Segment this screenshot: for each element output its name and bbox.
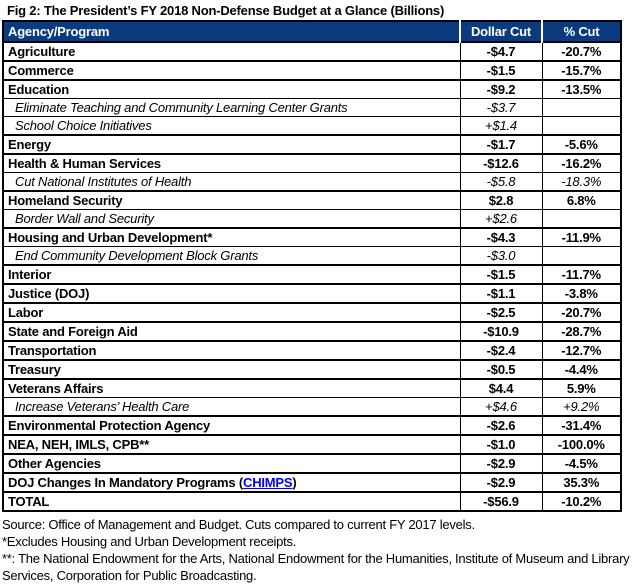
pct-cut-cell: -4.5% bbox=[542, 454, 621, 473]
table-row bbox=[3, 379, 621, 398]
pct-cut-cell: -20.7% bbox=[542, 303, 621, 322]
table-row bbox=[3, 265, 621, 284]
dollar-cut-cell: -$1.7 bbox=[460, 135, 542, 154]
pct-cut-cell: 5.9% bbox=[542, 379, 621, 398]
agency-cell: Treasury bbox=[3, 360, 460, 379]
pct-cut-cell bbox=[542, 99, 621, 117]
agency-cell: Veterans Affairs bbox=[3, 379, 460, 398]
dollar-cut-cell: -$10.9 bbox=[460, 322, 542, 341]
dollar-cut-cell: -$2.9 bbox=[460, 454, 542, 473]
column-header-dollar-cut: Dollar Cut bbox=[460, 21, 542, 42]
pct-cut-cell: -31.4% bbox=[542, 416, 621, 435]
table-row bbox=[3, 61, 621, 80]
footer-notes bbox=[0, 512, 639, 584]
agency-cell: NEA, NEH, IMLS, CPB** bbox=[3, 435, 460, 454]
dollar-cut-cell: -$4.7 bbox=[460, 42, 542, 61]
dollar-cut-cell: $4.4 bbox=[460, 379, 542, 398]
table-row bbox=[3, 99, 621, 117]
dollar-cut-cell: -$1.1 bbox=[460, 284, 542, 303]
table-row bbox=[3, 80, 621, 99]
agency-cell: TOTAL bbox=[3, 492, 460, 511]
table-row bbox=[3, 191, 621, 210]
dollar-cut-cell: -$12.6 bbox=[460, 154, 542, 173]
dollar-cut-cell: -$4.3 bbox=[460, 228, 542, 247]
column-header-pct-cut: % Cut bbox=[542, 21, 621, 42]
pct-cut-cell bbox=[542, 117, 621, 136]
dollar-cut-cell: +$4.6 bbox=[460, 398, 542, 417]
pct-cut-cell: -4.4% bbox=[542, 360, 621, 379]
agency-cell: DOJ Changes In Mandatory Programs (CHIMPS) bbox=[3, 473, 460, 492]
table-row bbox=[3, 228, 621, 247]
pct-cut-cell bbox=[542, 247, 621, 266]
dollar-cut-cell: -$2.5 bbox=[460, 303, 542, 322]
pct-cut-cell: +9.2% bbox=[542, 398, 621, 417]
pct-cut-cell bbox=[542, 210, 621, 229]
dollar-cut-cell: -$3.7 bbox=[460, 99, 542, 117]
agency-cell: Increase Veterans’ Health Care bbox=[3, 398, 460, 417]
agency-cell: Commerce bbox=[3, 61, 460, 80]
footnote-nea: **: The National Endowment for the Arts, National Endowment for the Humanities, Institute of Museum and Library Services, Corporation for Public Broadcasting. bbox=[2, 551, 630, 583]
dollar-cut-cell: -$2.6 bbox=[460, 416, 542, 435]
table-header-row bbox=[3, 21, 621, 42]
table-row bbox=[3, 435, 621, 454]
table-row bbox=[3, 154, 621, 173]
dollar-cut-cell: $2.8 bbox=[460, 191, 542, 210]
agency-cell: Eliminate Teaching and Community Learning Center Grants bbox=[3, 99, 460, 117]
pct-cut-cell: -20.7% bbox=[542, 42, 621, 61]
agency-cell: Transportation bbox=[3, 341, 460, 360]
dollar-cut-cell: -$2.9 bbox=[460, 473, 542, 492]
agency-cell: Labor bbox=[3, 303, 460, 322]
agency-cell: Justice (DOJ) bbox=[3, 284, 460, 303]
agency-cell: Agriculture bbox=[3, 42, 460, 61]
pct-cut-cell: -15.7% bbox=[542, 61, 621, 80]
table-row bbox=[3, 473, 621, 492]
pct-cut-cell: -18.3% bbox=[542, 173, 621, 192]
column-header-agency-program: Agency/Program bbox=[3, 21, 460, 42]
pct-cut-cell: 6.8% bbox=[542, 191, 621, 210]
pct-cut-cell: -10.2% bbox=[542, 492, 621, 511]
agency-cell: Other Agencies bbox=[3, 454, 460, 473]
table-row bbox=[3, 247, 621, 266]
dollar-cut-cell: -$1.5 bbox=[460, 265, 542, 284]
pct-cut-cell: -16.2% bbox=[542, 154, 621, 173]
agency-cell: Interior bbox=[3, 265, 460, 284]
agency-cell: Energy bbox=[3, 135, 460, 154]
table-row bbox=[3, 117, 621, 136]
agency-cell: Cut National Institutes of Health bbox=[3, 173, 460, 192]
table-row bbox=[3, 492, 621, 511]
pct-cut-cell: -100.0% bbox=[542, 435, 621, 454]
pct-cut-cell: 35.3% bbox=[542, 473, 621, 492]
table-row bbox=[3, 303, 621, 322]
dollar-cut-cell: -$56.9 bbox=[460, 492, 542, 511]
agency-cell: Border Wall and Security bbox=[3, 210, 460, 229]
agency-cell: Education bbox=[3, 80, 460, 99]
dollar-cut-cell: -$5.8 bbox=[460, 173, 542, 192]
agency-cell: Environmental Protection Agency bbox=[3, 416, 460, 435]
agency-cell: Health & Human Services bbox=[3, 154, 460, 173]
table-row bbox=[3, 360, 621, 379]
table-row bbox=[3, 42, 621, 61]
agency-cell: Housing and Urban Development* bbox=[3, 228, 460, 247]
pct-cut-cell: -3.8% bbox=[542, 284, 621, 303]
footnote-hud: *Excludes Housing and Urban Development receipts. bbox=[2, 534, 297, 549]
table-row bbox=[3, 173, 621, 192]
budget-table-body bbox=[3, 42, 621, 511]
table-row bbox=[3, 454, 621, 473]
agency-cell: End Community Development Block Grants bbox=[3, 247, 460, 266]
table-row bbox=[3, 341, 621, 360]
dollar-cut-cell: -$2.4 bbox=[460, 341, 542, 360]
pct-cut-cell: -11.9% bbox=[542, 228, 621, 247]
pct-cut-cell: -13.5% bbox=[542, 80, 621, 99]
table-row bbox=[3, 322, 621, 341]
dollar-cut-cell: +$2.6 bbox=[460, 210, 542, 229]
table-row bbox=[3, 398, 621, 417]
pct-cut-cell: -5.6% bbox=[542, 135, 621, 154]
figure-title: Fig 2: The President’s FY 2018 Non-Defense Budget at a Glance (Billions) bbox=[7, 3, 445, 18]
table-row bbox=[3, 284, 621, 303]
pct-cut-cell: -28.7% bbox=[542, 322, 621, 341]
agency-cell: School Choice Initiatives bbox=[3, 117, 460, 136]
table-row bbox=[3, 210, 621, 229]
dollar-cut-cell: -$0.5 bbox=[460, 360, 542, 379]
dollar-cut-cell: +$1.4 bbox=[460, 117, 542, 136]
agency-cell: State and Foreign Aid bbox=[3, 322, 460, 341]
table-row bbox=[3, 135, 621, 154]
budget-table bbox=[2, 20, 622, 512]
pct-cut-cell: -11.7% bbox=[542, 265, 621, 284]
dollar-cut-cell: -$9.2 bbox=[460, 80, 542, 99]
dollar-cut-cell: -$3.0 bbox=[460, 247, 542, 266]
dollar-cut-cell: -$1.0 bbox=[460, 435, 542, 454]
dollar-cut-cell: -$1.5 bbox=[460, 61, 542, 80]
agency-cell: Homeland Security bbox=[3, 191, 460, 210]
chimps-link[interactable]: CHIMPS bbox=[243, 474, 293, 490]
pct-cut-cell: -12.7% bbox=[542, 341, 621, 360]
source-note: Source: Office of Management and Budget. Cuts compared to current FY 2017 levels. bbox=[2, 517, 475, 532]
table-row bbox=[3, 416, 621, 435]
